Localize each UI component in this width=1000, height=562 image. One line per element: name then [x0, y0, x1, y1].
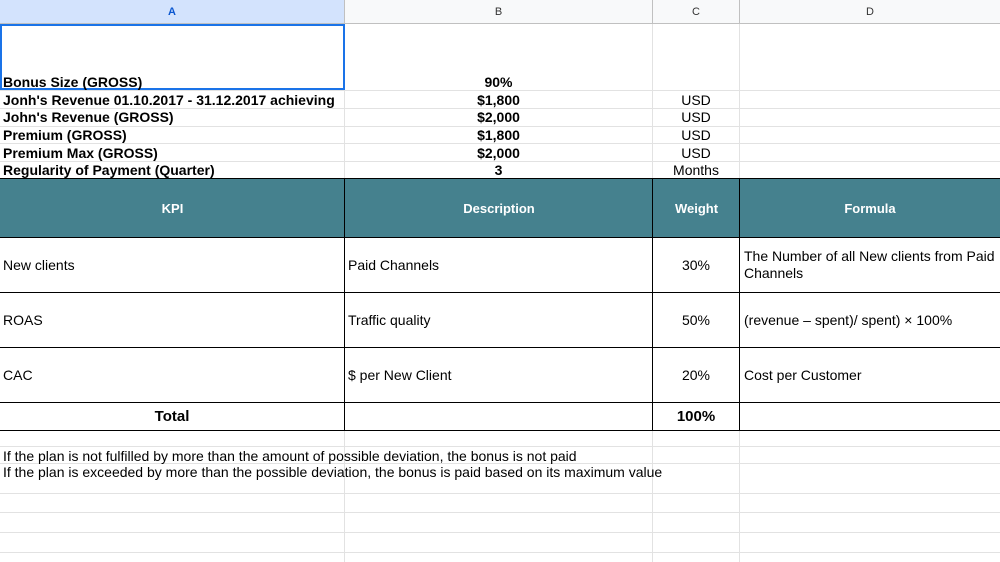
total-label[interactable]: Total [154, 408, 190, 425]
row-unit[interactable]: USD [681, 92, 711, 108]
formula-new-clients[interactable]: The Number of all New clients from Paid Channels [744, 248, 995, 281]
row-value[interactable]: $1,800 [477, 92, 520, 108]
row-label[interactable]: Regularity of Payment (Quarter) [3, 162, 215, 178]
row-value[interactable]: $1,800 [477, 127, 520, 143]
gridline [652, 430, 653, 562]
row-bonus-size [0, 73, 1000, 91]
row-label[interactable]: Jonh's Revenue 01.10.2017 - 31.12.2017 achieving [3, 92, 335, 108]
header-description[interactable]: Description [463, 200, 535, 216]
total-weight[interactable]: 100% [676, 408, 716, 425]
row-revenue-gross [0, 108, 1000, 126]
row-unit[interactable]: Months [673, 162, 719, 178]
row-regularity [0, 161, 1000, 179]
note-exceeded[interactable]: If the plan is exceeded by more than the possible deviation, the bonus is paid based on its maximum value [3, 464, 663, 480]
row-value[interactable]: 3 [494, 162, 503, 178]
header-kpi[interactable]: KPI [161, 200, 184, 216]
kpi-cac[interactable]: CAC [3, 367, 33, 383]
row-label[interactable]: Premium (GROSS) [3, 127, 127, 143]
total-description-cell[interactable] [345, 403, 652, 430]
gridline [0, 493, 1000, 494]
row-label[interactable]: John's Revenue (GROSS) [3, 109, 174, 125]
gridline [739, 430, 740, 562]
column-header-a[interactable]: A [0, 0, 345, 24]
row-unit[interactable]: USD [681, 145, 711, 161]
description-cac[interactable]: $ per New Client [348, 367, 452, 383]
column-header-b[interactable]: B [345, 0, 653, 24]
kpi-table-header [0, 179, 1000, 237]
weight-roas[interactable]: 50% [681, 312, 711, 328]
row-value[interactable]: $2,000 [477, 109, 520, 125]
row-label[interactable]: Premium Max (GROSS) [3, 145, 158, 161]
column-header-c[interactable]: C [653, 0, 740, 24]
table-border [0, 178, 1000, 179]
header-weight[interactable]: Weight [674, 200, 719, 216]
gridline [0, 446, 1000, 447]
weight-cac[interactable]: 20% [681, 367, 711, 383]
row-unit[interactable] [653, 73, 739, 91]
formula-roas[interactable]: (revenue – spent)/ spent) × 100% [744, 311, 953, 328]
table-border [0, 430, 1000, 431]
header-formula[interactable]: Formula [844, 200, 896, 216]
row-unit[interactable]: USD [681, 127, 711, 143]
description-new-clients[interactable]: Paid Channels [348, 257, 440, 273]
row-label[interactable]: Bonus Size (GROSS) [3, 74, 143, 90]
note-not-fulfilled[interactable]: If the plan is not fulfilled by more than the amount of possible deviation, the bonus is not paid [3, 448, 577, 464]
row-premium-gross [0, 126, 1000, 144]
kpi-new-clients[interactable]: New clients [3, 257, 75, 273]
description-roas[interactable]: Traffic quality [348, 312, 431, 328]
row-revenue-achieving [0, 91, 1000, 109]
total-formula-cell[interactable] [740, 403, 1000, 430]
gridline [0, 512, 1000, 513]
kpi-roas[interactable]: ROAS [3, 312, 43, 328]
row-value[interactable]: 90% [484, 74, 513, 90]
weight-new-clients[interactable]: 30% [681, 257, 711, 273]
row-unit[interactable]: USD [681, 109, 711, 125]
column-header-d[interactable]: D [740, 0, 1000, 24]
gridline [0, 552, 1000, 553]
gridline [0, 532, 1000, 533]
row-value[interactable]: $2,000 [477, 145, 520, 161]
formula-cac[interactable]: Cost per Customer [744, 366, 862, 383]
row-premium-max [0, 144, 1000, 162]
